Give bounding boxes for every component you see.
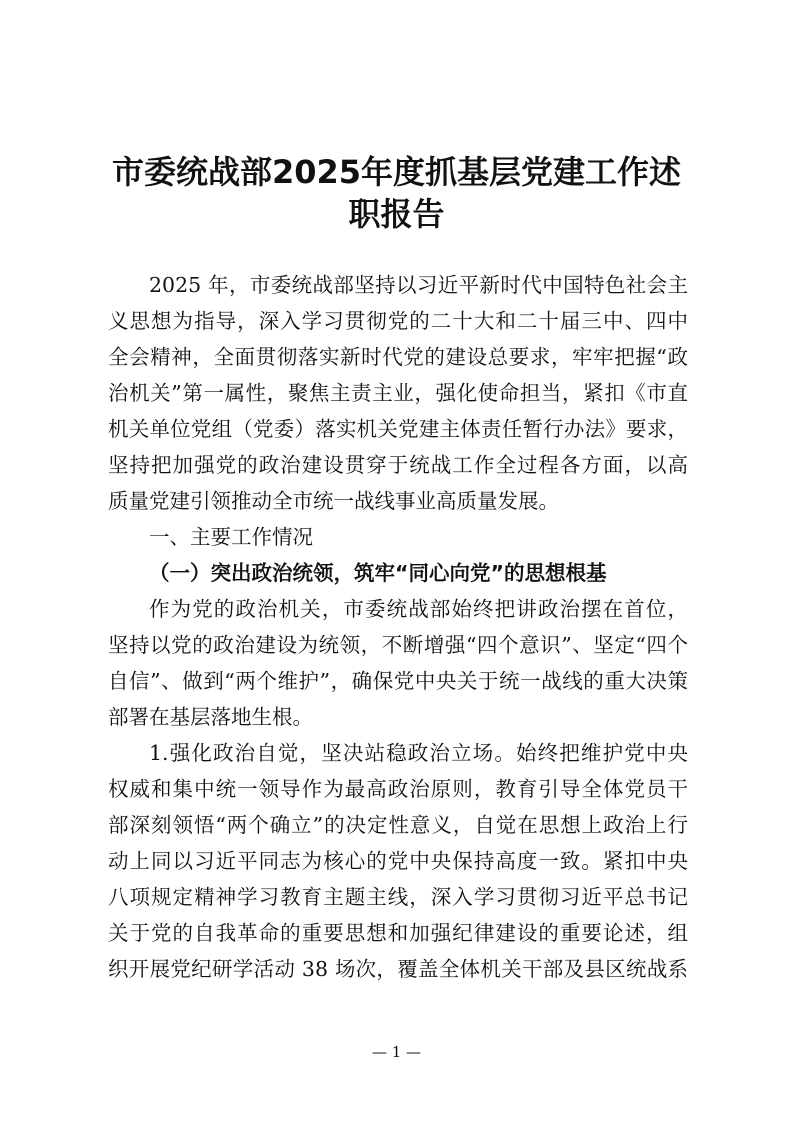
subsection-heading: （一）突出政治统领，筑牢“同心向党”的思想根基 [149, 561, 607, 585]
paragraph-line: 权威和集中统一领导作为最高政治原则，教育引导全体党员干 [108, 777, 688, 801]
paragraph-line: 2025 年，市委统战部坚持以习近平新时代中国特色社会主 [149, 273, 688, 297]
document-title-line-2: 职报告 [348, 195, 445, 233]
paragraph-line: 坚持以党的政治建设为统领，不断增强“四个意识”、坚定“四个 [108, 633, 688, 657]
paragraph-line: 全会精神，全面贯彻落实新时代党的建设总要求，牢牢把握“政 [108, 345, 688, 369]
paragraph-line: 部署在基层落地生根。 [108, 705, 313, 729]
page-number: — 1 — [371, 1043, 422, 1061]
paragraph-line: 八项规定精神学习教育主题主线，深入学习贯彻习近平总书记 [108, 885, 688, 909]
paragraph-line: 作为党的政治机关，市委统战部始终把讲政治摆在首位， [149, 597, 688, 621]
paragraph-line: 部深刻领悟“两个确立”的决定性意义，自觉在思想上政治上行 [108, 813, 688, 837]
paragraph-line: 治机关”第一属性，聚焦主责主业，强化使命担当，紧扣《市直 [108, 381, 688, 405]
paragraph-line: 机关单位党组（党委）落实机关党建主体责任暂行办法》要求， [108, 417, 688, 441]
paragraph-line: 动上同以习近平同志为核心的党中央保持高度一致。紧扣中央 [108, 849, 688, 873]
paragraph-line: 坚持把加强党的政治建设贯穿于统战工作全过程各方面，以高 [108, 453, 688, 477]
paragraph-line: 织开展党纪研学活动 38 场次，覆盖全体机关干部及县区统战系 [108, 957, 688, 981]
paragraph-line: 义思想为指导，深入学习贯彻党的二十大和二十届三中、四中 [108, 309, 688, 333]
paragraph-line: 自信”、做到“两个维护”，确保党中央关于统一战线的重大决策 [108, 669, 688, 693]
section-heading: 一、主要工作情况 [149, 525, 313, 549]
paragraph-line: 质量党建引领推动全市统一战线事业高质量发展。 [108, 489, 559, 513]
paragraph-line: 1.强化政治自觉，坚决站稳政治立场。始终把维护党中央 [149, 741, 688, 765]
document-title-line-1: 市委统战部2025年度抓基层党建工作述 [111, 153, 682, 191]
paragraph-line: 关于党的自我革命的重要思想和加强纪律建设的重要论述，组 [108, 921, 688, 945]
